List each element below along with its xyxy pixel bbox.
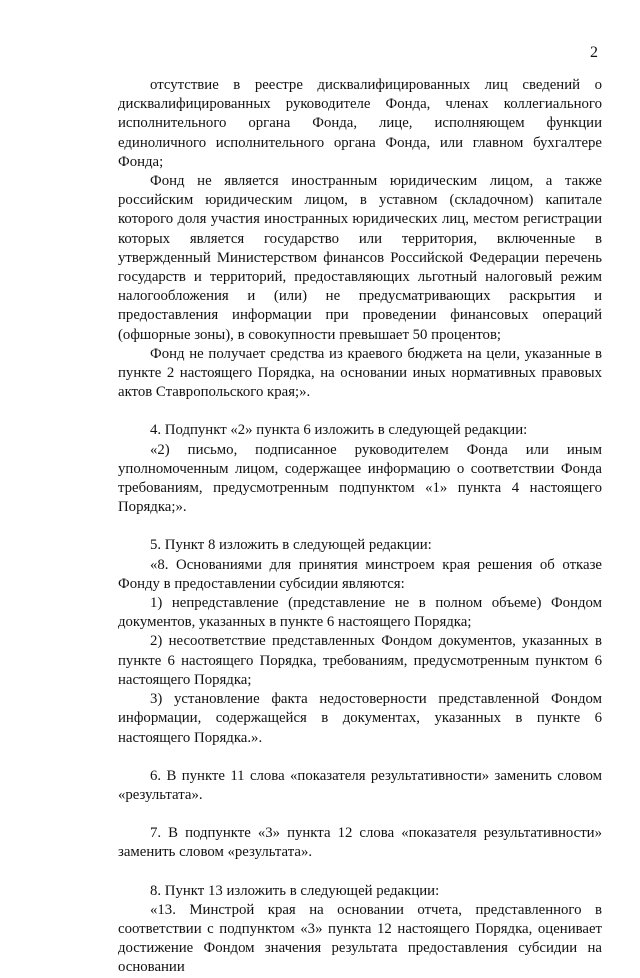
document-body (118, 76, 602, 978)
paragraph: 5. Пункт 8 изложить в следующей редакции: (150, 537, 432, 554)
paragraph: 2) несоответствие представленных Фондом документов, указанных в пункте 6 настоящего Порядка, требованиям, предусмотренным пунктом 6 настоящего Порядка; (118, 633, 602, 688)
paragraph: Фонд не является иностранным юридическим лицом, а также российским юридическим лицом, в уставном (складочном) капитале которого доля участия иностранных юридических лиц, местом регистрации которых является государство или территория, включенные в утвержденный Министерством финансов Российской Федерации перечень государств и территорий, предоставляющих льготный налоговый режим налогообложения и (или) не предусматривающих раскрытия и предоставления информации при проведении финансовых операций (офшорные зоны), в совокупности превышает 50 процентов; (118, 173, 602, 343)
paragraph: 7. В подпункте «3» пункта 12 слова «показателя результативности» заменить словом «результата». (118, 825, 602, 861)
paragraph: 8. Пункт 13 изложить в следующей редакции: (150, 882, 440, 899)
paragraph: Фонд не получает средства из краевого бюджета на цели, указанные в пункте 2 настоящего Порядка, на основании иных нормативных правовых актов Ставропольского края;». (118, 345, 602, 401)
paragraph: 3) установление факта недостоверности представленной Фондом информации, содержащейся в документах, указанных в пункте 6 настоящего Порядка.». (118, 691, 602, 746)
paragraph: «13. Минстрой края на основании отчета, представленного в соответствии с подпунктом «3» пункта 12 настоящего Порядка, оценивает достижение Фондом значения результата предоставления субсидии на основании (118, 901, 602, 976)
paragraph: отсутствие в реестре дисквалифицированных лиц сведений о дисквалифицированных руководителе Фонда, членах коллегиального исполнительного органа Фонда, лице, исполняющем функции единоличного исполнительного органа Фонда, или главном бухгалтере Фонда; (118, 77, 602, 170)
paragraph: «8. Основаниями для принятия минстроем края решения об отказе Фонду в предоставлении субсидии являются: (118, 556, 602, 592)
paragraph: 1) непредставление (представление не в полном объеме) Фондом документов, указанных в пункте 6 настоящего Порядка; (118, 595, 602, 631)
paragraph: «2) письмо, подписанное руководителем Фонда или иным уполномоченным лицом, содержащее информацию о соответствии Фонда требованиям, предусмотренным подпунктом «1» пункта 4 настоящего Порядка;». (118, 441, 602, 516)
page-number: 2 (590, 44, 598, 61)
paragraph: 6. В пункте 11 слова «показателя результативности» заменить словом «результата». (118, 767, 602, 803)
paragraph: 4. Подпункт «2» пункта 6 изложить в следующей редакции: (150, 422, 528, 439)
